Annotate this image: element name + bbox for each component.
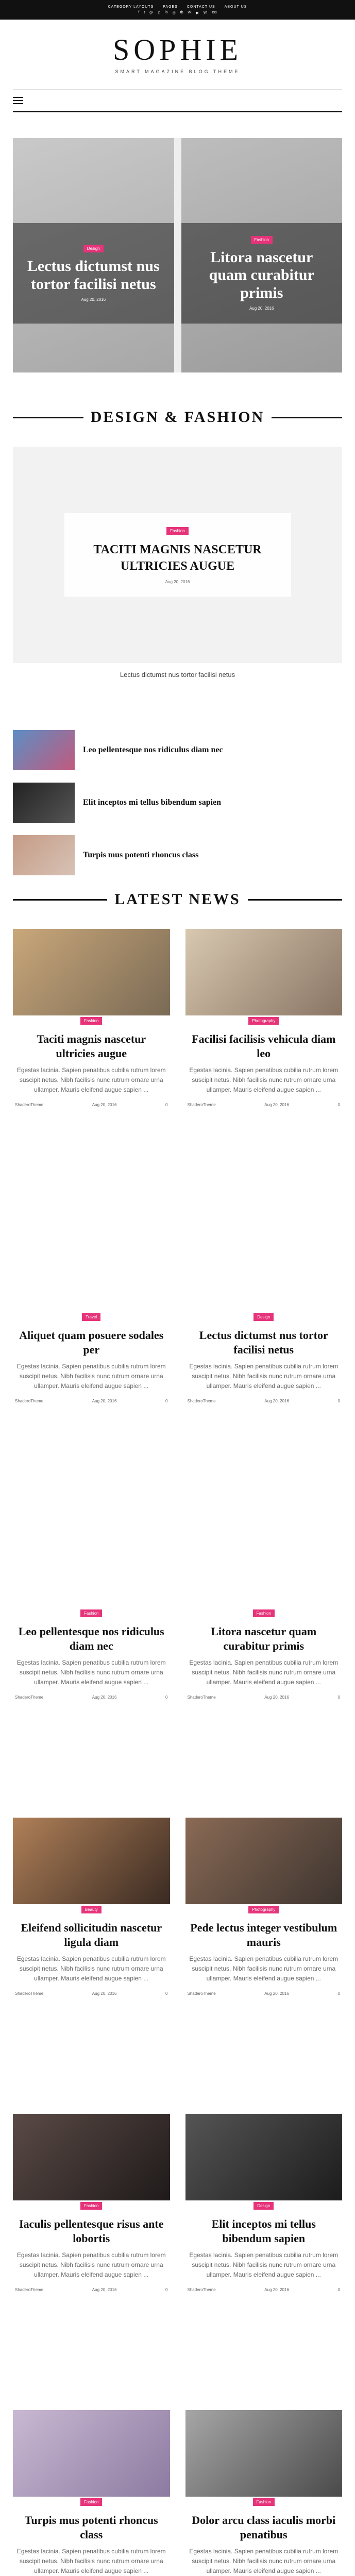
post-card [13,2114,170,2410]
post-meta [185,2287,343,2292]
post-title[interactable]: Litora nascetur quam curabitur primis [211,1625,317,1652]
post-excerpt: Egestas lacinia. Sapien penatibus cubilia rutrum lorem suscipit netus. Nibh facilisis nunc rutrum ornare urna ullamper. Mauris eleifend augue sapien ... [16,1066,166,1094]
slide-date: Aug 20, 2016 [81,297,106,302]
post-card [13,1818,170,2114]
post-date: Aug 20, 2016 [264,1102,289,1107]
post-card [13,929,170,1225]
post-excerpt: Egestas lacinia. Sapien penatibus cubilia rutrum lorem suscipit netus. Nibh facilisis nunc rutrum ornare urna ullamper. Mauris eleifend augue sapien ... [189,2251,339,2279]
list-item[interactable] [13,730,342,770]
post-meta [13,1103,170,1107]
category-badge[interactable]: Photography [248,1906,279,1913]
nav-contact-us[interactable]: CONTACT US [187,5,215,9]
post-image[interactable] [185,1818,343,1904]
tumblr-icon[interactable]: tb [180,10,183,14]
post-title[interactable]: Pede lectus integer vestibulum mauris [190,1921,337,1948]
post-thumbnail[interactable] [13,783,75,823]
post-image[interactable] [13,1818,170,1904]
post-image[interactable] [185,2410,343,2497]
post-excerpt: Egestas lacinia. Sapien penatibus cubilia rutrum lorem suscipit netus. Nibh facilisis nunc rutrum ornare urna ullamper. Mauris eleifend augue sapien ... [189,2548,339,2575]
post-title[interactable]: Turpis mus potenti rhoncus class [83,851,199,859]
slide-overlay [181,223,343,324]
section-title: DESIGN & FASHION [90,409,265,426]
post-excerpt: Egestas lacinia. Sapien penatibus cubilia rutrum lorem suscipit netus. Nibh facilisis nunc rutrum ornare urna ullamper. Mauris eleifend augue sapien ... [16,2548,166,2575]
post-excerpt: Egestas lacinia. Sapien penatibus cubilia rutrum lorem suscipit netus. Nibh facilisis nunc rutrum ornare urna ullamper. Mauris eleifend augue sapien ... [16,1363,166,1390]
post-title[interactable]: Turpis mus potenti rhoncus class [24,2514,158,2541]
post-image[interactable] [13,2114,170,2200]
twitter-icon[interactable]: t [144,10,145,14]
post-thumbnail[interactable] [13,835,75,875]
vk-icon[interactable]: vk [188,10,192,14]
post-card [13,1521,170,1818]
post-card [185,1521,343,1818]
section-title: LATEST NEWS [114,891,241,908]
post-date: Aug 20, 2016 [264,1991,289,1996]
post-card [185,2410,343,2576]
category-badge[interactable]: Design [253,1313,274,1321]
post-author[interactable]: ShaderoTheme [187,1991,216,1996]
nav-pages[interactable]: PAGES [163,5,178,9]
post-title[interactable]: Eleifend sollicitudin nascetur ligula diam [21,1921,162,1948]
post-meta [13,2287,170,2292]
post-author[interactable]: ShaderoTheme [15,2287,44,2292]
post-author[interactable]: ShaderoTheme [187,1398,216,1403]
slide[interactable] [13,138,174,372]
post-meta [13,1399,170,1403]
post-title[interactable]: Elit inceptos mi tellus bibendum sapien [83,798,222,807]
post-title[interactable]: Dolor arcu class iaculis morbi penatibus [192,2514,336,2541]
post-card [185,929,343,1225]
post-comments[interactable]: 0 [337,1991,340,1996]
post-comments[interactable]: 0 [165,1991,168,1996]
post-comments[interactable]: 0 [165,1694,168,1700]
slide[interactable] [181,138,343,372]
post-author[interactable]: ShaderoTheme [187,2287,216,2292]
post-title[interactable]: Facilisi facilisis vehicula diam leo [192,1032,336,1060]
post-date: Aug 20, 2016 [92,2287,117,2292]
post-image[interactable] [13,1521,170,1608]
post-meta [185,1695,343,1700]
post-date: Aug 20, 2016 [92,1398,117,1403]
post-title[interactable]: Leo pellentesque nos ridiculus diam nec [83,745,223,754]
slide-date: Aug 20, 2016 [249,306,274,311]
post-image[interactable] [185,1225,343,1312]
linkedin-icon[interactable]: in [165,10,168,14]
post-date: Aug 20, 2016 [92,1102,117,1107]
post-card [185,2114,343,2410]
post-date: Aug 20, 2016 [264,1694,289,1700]
post-meta [185,1991,343,1996]
latest-news-grid [13,929,342,2576]
featured-caption[interactable]: Lectus dictumst nus tortor facilisi netus [120,671,235,679]
post-image[interactable] [185,929,343,1015]
post-comments[interactable]: 0 [165,2287,168,2292]
section-heading-design [13,409,342,426]
yandex-icon[interactable]: ya [203,10,208,14]
post-title[interactable]: Iaculis pellentesque risus ante lobortis [19,2217,164,2245]
post-date: Aug 20, 2016 [264,2287,289,2292]
post-author[interactable]: ShaderoTheme [15,1398,44,1403]
post-comments[interactable]: 0 [165,1102,168,1107]
nav-category-layouts[interactable]: CATEGORY LAYOUTS [108,5,154,9]
post-date: Aug 20, 2016 [92,1694,117,1700]
post-comments[interactable]: 0 [337,1102,340,1107]
featured-post-date: Aug 20, 2016 [165,579,190,584]
post-author[interactable]: ShaderoTheme [15,1102,44,1107]
slide-title[interactable]: Litora nascetur quam curabitur primis [209,248,314,301]
rss-icon[interactable]: rss [212,10,217,14]
topbar [0,0,355,20]
post-author[interactable]: ShaderoTheme [187,1102,216,1107]
list-item[interactable] [13,835,342,875]
post-author[interactable]: ShaderoTheme [15,1694,44,1700]
post-card [13,1225,170,1521]
section-heading-latest [13,891,342,908]
post-excerpt: Egestas lacinia. Sapien penatibus cubilia rutrum lorem suscipit netus. Nibh facilisis nunc rutrum ornare urna ullamper. Mauris eleifend augue sapien ... [16,1659,166,1686]
facebook-icon[interactable]: f [138,10,140,14]
post-thumbnail[interactable] [13,730,75,770]
post-title[interactable]: Elit inceptos mi tellus bibendum sapien [211,2217,316,2245]
post-meta [185,1103,343,1107]
hamburger-menu-icon[interactable] [13,97,23,104]
site-logo[interactable]: SOPHIE [112,32,243,66]
youtube-icon[interactable]: ▶ [196,11,199,15]
post-title[interactable]: Leo pellentesque nos ridiculus diam nec [18,1625,164,1652]
category-badge[interactable]: Fashion [80,1017,102,1025]
category-badge[interactable]: Beauty [81,1906,102,1913]
category-badge[interactable]: Photography [248,1017,279,1025]
slide-title[interactable]: Lectus dictumst nus tortor facilisi netus [27,258,160,293]
post-meta [185,1399,343,1403]
post-title[interactable]: Lectus dictumst nus tortor facilisi netus [199,1329,328,1356]
post-card [13,2410,170,2576]
post-author[interactable]: ShaderoTheme [15,1991,44,1996]
post-image[interactable] [185,2114,343,2200]
post-date: Aug 20, 2016 [264,1398,289,1403]
pinterest-icon[interactable]: p [158,10,161,14]
top-social-icons [138,11,216,15]
nav-about-us[interactable]: ABOUT US [224,5,247,9]
post-excerpt: Egestas lacinia. Sapien penatibus cubilia rutrum lorem suscipit netus. Nibh facilisis nunc rutrum ornare urna ullamper. Mauris eleifend augue sapien ... [189,1955,339,1982]
post-excerpt: Egestas lacinia. Sapien penatibus cubilia rutrum lorem suscipit netus. Nibh facilisis nunc rutrum ornare urna ullamper. Mauris eleifend augue sapien ... [189,1659,339,1686]
post-card [185,1818,343,2114]
post-author[interactable]: ShaderoTheme [187,1694,216,1700]
google-plus-icon[interactable]: g+ [149,10,154,14]
post-card [185,1225,343,1521]
category-badge[interactable]: Fashion [80,2498,102,2506]
post-comments[interactable]: 0 [337,1694,340,1700]
post-excerpt: Egestas lacinia. Sapien penatibus cubilia rutrum lorem suscipit netus. Nibh facilisis nunc rutrum ornare urna ullamper. Mauris eleifend augue sapien ... [189,1066,339,1094]
category-badge[interactable]: Fashion [80,2202,102,2210]
post-title[interactable]: Taciti magnis nascetur ultricies augue [37,1032,146,1060]
post-image[interactable] [13,2410,170,2497]
featured-post[interactable] [13,447,342,663]
post-image[interactable] [13,929,170,1015]
post-excerpt: Egestas lacinia. Sapien penatibus cubilia rutrum lorem suscipit netus. Nibh facilisis nunc rutrum ornare urna ullamper. Mauris eleifend augue sapien ... [189,1363,339,1390]
post-comments[interactable]: 0 [165,1398,168,1403]
category-badge[interactable]: Fashion [253,2498,275,2506]
category-badge[interactable]: Design [253,2202,274,2210]
post-meta [13,1695,170,1700]
main-menu-bar [13,89,342,112]
post-image[interactable] [13,1225,170,1312]
featured-post-title[interactable]: TACITI MAGNIS NASCETUR ULTRICIES AUGUE [93,543,262,573]
list-item[interactable] [13,783,342,823]
site-header [0,20,355,89]
category-badge[interactable]: Travel [82,1313,100,1321]
post-comments[interactable]: 0 [337,2287,340,2292]
post-date: Aug 20, 2016 [92,1991,117,1996]
post-comments[interactable]: 0 [337,1398,340,1403]
top-nav [108,5,247,9]
category-badge[interactable]: Fashion [80,1609,102,1617]
post-excerpt: Egestas lacinia. Sapien penatibus cubilia rutrum lorem suscipit netus. Nibh facilisis nunc rutrum ornare urna ullamper. Mauris eleifend augue sapien ... [16,1955,166,1982]
site-tagline: SMART MAGAZINE BLOG THEME [115,69,240,74]
slide-overlay [13,223,174,324]
category-badge[interactable]: Design [83,245,104,252]
instagram-icon[interactable]: ◎ [172,11,176,15]
featured-post-card [64,513,291,596]
post-title[interactable]: Aliquet quam posuere sodales per [19,1329,164,1356]
post-image[interactable] [185,1521,343,1608]
category-badge[interactable]: Fashion [251,236,273,244]
category-badge[interactable]: Fashion [166,527,188,535]
post-meta [13,1991,170,1996]
post-excerpt: Egestas lacinia. Sapien penatibus cubilia rutrum lorem suscipit netus. Nibh facilisis nunc rutrum ornare urna ullamper. Mauris eleifend augue sapien ... [16,2251,166,2279]
featured-slider [13,138,342,372]
small-post-list [13,730,342,875]
category-badge[interactable]: Fashion [253,1609,275,1617]
